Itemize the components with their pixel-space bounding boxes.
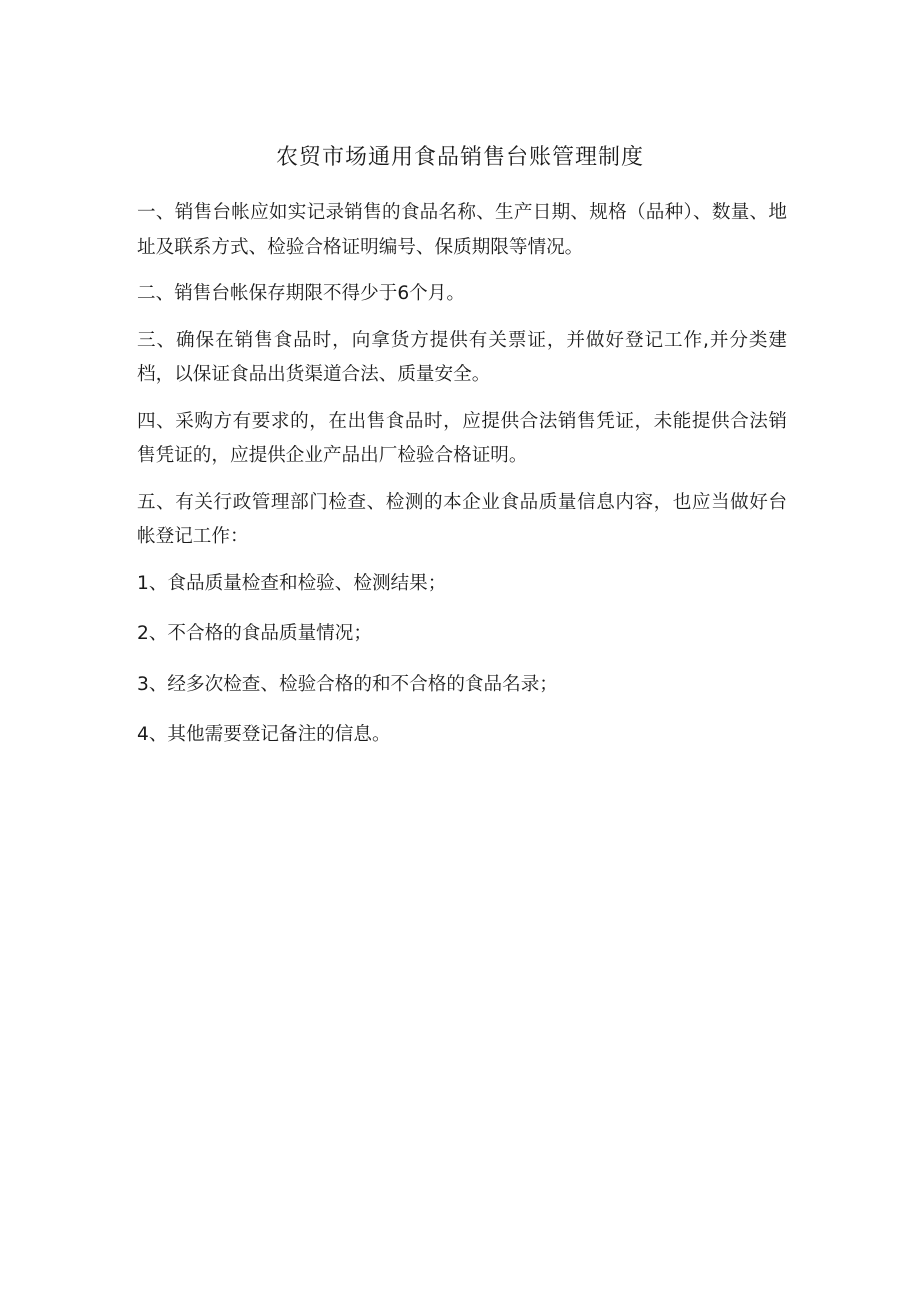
list-item: 4、其他需要登记备注的信息。 — [137, 724, 391, 745]
record-items-list — [137, 567, 787, 753]
list-item: 2、不合格的食品质量情况； — [137, 623, 372, 644]
paragraph-4: 四、采购方有要求的，在出售食品时，应提供合法销售凭证，未能提供合法销售凭证的，应提供企业产品出厂检验合格证明。 — [137, 410, 787, 466]
document-body — [137, 196, 787, 769]
paragraph-5: 五、有关行政管理部门检查、检测的本企业食品质量信息内容，也应当做好台帐登记工作： — [137, 491, 787, 547]
list-item: 1、食品质量检查和检验、检测结果； — [137, 572, 447, 594]
paragraph-3: 三、确保在销售食品时，向拿货方提供有关票证，并做好登记工作,并分类建档，以保证食品出货渠道合法、质量安全。 — [137, 329, 787, 385]
paragraph-1: 一、销售台帐应如实记录销售的食品名称、生产日期、规格（品种）、数量、地址及联系方式、检验合格证明编号、保质期限等情况。 — [137, 202, 787, 258]
document-title: 农贸市场通用食品销售台账管理制度 — [275, 145, 644, 170]
list-item: 3、经多次检查、检验合格的和不合格的食品名录； — [137, 673, 558, 695]
paragraph-2: 二、销售台帐保存期限不得少于6个月。 — [137, 283, 465, 304]
